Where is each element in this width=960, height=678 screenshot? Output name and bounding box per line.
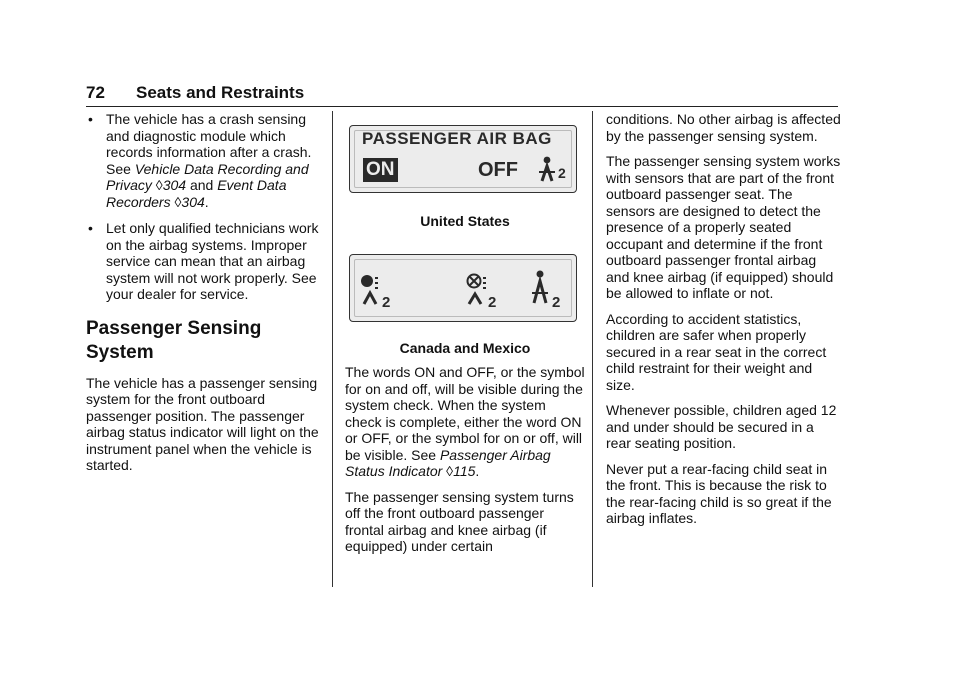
- page-number: 72: [86, 83, 105, 102]
- bullet-item: [86, 220, 326, 303]
- paragraph: The words ON and OFF, or the symbol for on and off, will be visible during the system check. When the system check is complete, either the word ON or OFF, or the symbol for on or off, will be visible. See Passenger Airbag Status Indicator ◊115.: [345, 364, 585, 479]
- xref-passenger-airbag-status-indicator[interactable]: Passenger Airbag Status Indicator: [345, 446, 551, 479]
- column-divider: [332, 111, 333, 587]
- svg-text:2: 2: [382, 293, 391, 311]
- paragraph: Never put a rear-facing child seat in the front. This is because the risk to the rear-facing child is so great if the airbag inflates.: [606, 460, 832, 526]
- section-title: Seats and Restraints: [136, 83, 305, 102]
- us-indicator-figure: [349, 125, 577, 193]
- paragraph: conditions. No other airbag is affected by the passenger sensing system.: [606, 111, 841, 144]
- airbag-on-person-icon: [360, 269, 402, 311]
- figure-caption: United States: [420, 213, 510, 229]
- figure-title: PASSENGER AIR BAG: [362, 129, 552, 148]
- section-heading: Passenger Sensing System: [86, 317, 262, 363]
- bullet-text: Let only qualified technicians work on the airbag systems. Improper service can mean that an airbag system will not work properly. See your dealer for service.: [106, 220, 319, 302]
- canada-indicator-figure: [349, 254, 577, 322]
- xref-event-data-recorders[interactable]: Event Data Recorders: [106, 177, 287, 210]
- paragraph: According to accident statistics, children are safer when properly secured in a rear seat in the correct child restraint for their weight and size.: [606, 310, 827, 393]
- see-label: See: [106, 160, 131, 177]
- xref-page[interactable]: 304: [162, 177, 187, 193]
- bullet-dot: •: [88, 220, 93, 236]
- column-3: [606, 111, 842, 536]
- column-1: [86, 111, 326, 483]
- and-label: and: [189, 177, 214, 193]
- paragraph: The vehicle has a passenger sensing system for the front outboard passenger position. The passenger airbag status indicator will light on the instrument panel when the vehicle is started.: [86, 374, 319, 473]
- column-divider: [592, 111, 593, 587]
- page-ref-icon: ◊: [174, 193, 182, 210]
- svg-text:2: 2: [552, 293, 561, 311]
- bullet-text: The vehicle has a crash sensing and diagnostic module which records information after a crash.: [106, 111, 312, 160]
- page-header: [86, 82, 838, 107]
- bullet-dot: •: [88, 111, 93, 127]
- svg-text:2: 2: [488, 293, 497, 311]
- xref-page[interactable]: 304: [181, 193, 205, 210]
- svg-text:2: 2: [558, 165, 566, 181]
- on-label: ON: [363, 158, 398, 182]
- xref-page[interactable]: 115: [453, 463, 476, 479]
- off-label: OFF: [478, 159, 518, 181]
- passenger-seated-icon: [528, 269, 570, 311]
- paragraph: The passenger sensing system works with sensors that are part of the front outboard passenger seat. The sensors are designed to detect the presence of a properly seated occupant and determine if the front outboard passenger frontal airbag and knee airbag (if equipped) should be allowed to inflate or not.: [606, 153, 841, 301]
- bullet-item: • The vehicle has a crash sensing and diagnostic module which records information after a crash. See Vehicle Data Recording and Privacy ◊304 and Event Data Recorders ◊304.: [88, 111, 312, 210]
- paragraph: The passenger sensing system turns off the front outboard passenger frontal airbag and knee airbag (if equipped) under certain: [345, 488, 574, 554]
- airbag-off-person-icon: [536, 156, 570, 184]
- xref-vehicle-data-recording[interactable]: Vehicle Data Recording and Privacy: [106, 160, 309, 193]
- page-ref-icon: ◊: [155, 177, 163, 193]
- column-2: [345, 111, 585, 564]
- airbag-off-crossed-icon: [464, 269, 506, 311]
- paragraph: Whenever possible, children aged 12 and under should be secured in a rear seating position.: [606, 402, 837, 451]
- figure-caption: Canada and Mexico: [399, 339, 531, 356]
- page-ref-icon: ◊: [446, 463, 454, 479]
